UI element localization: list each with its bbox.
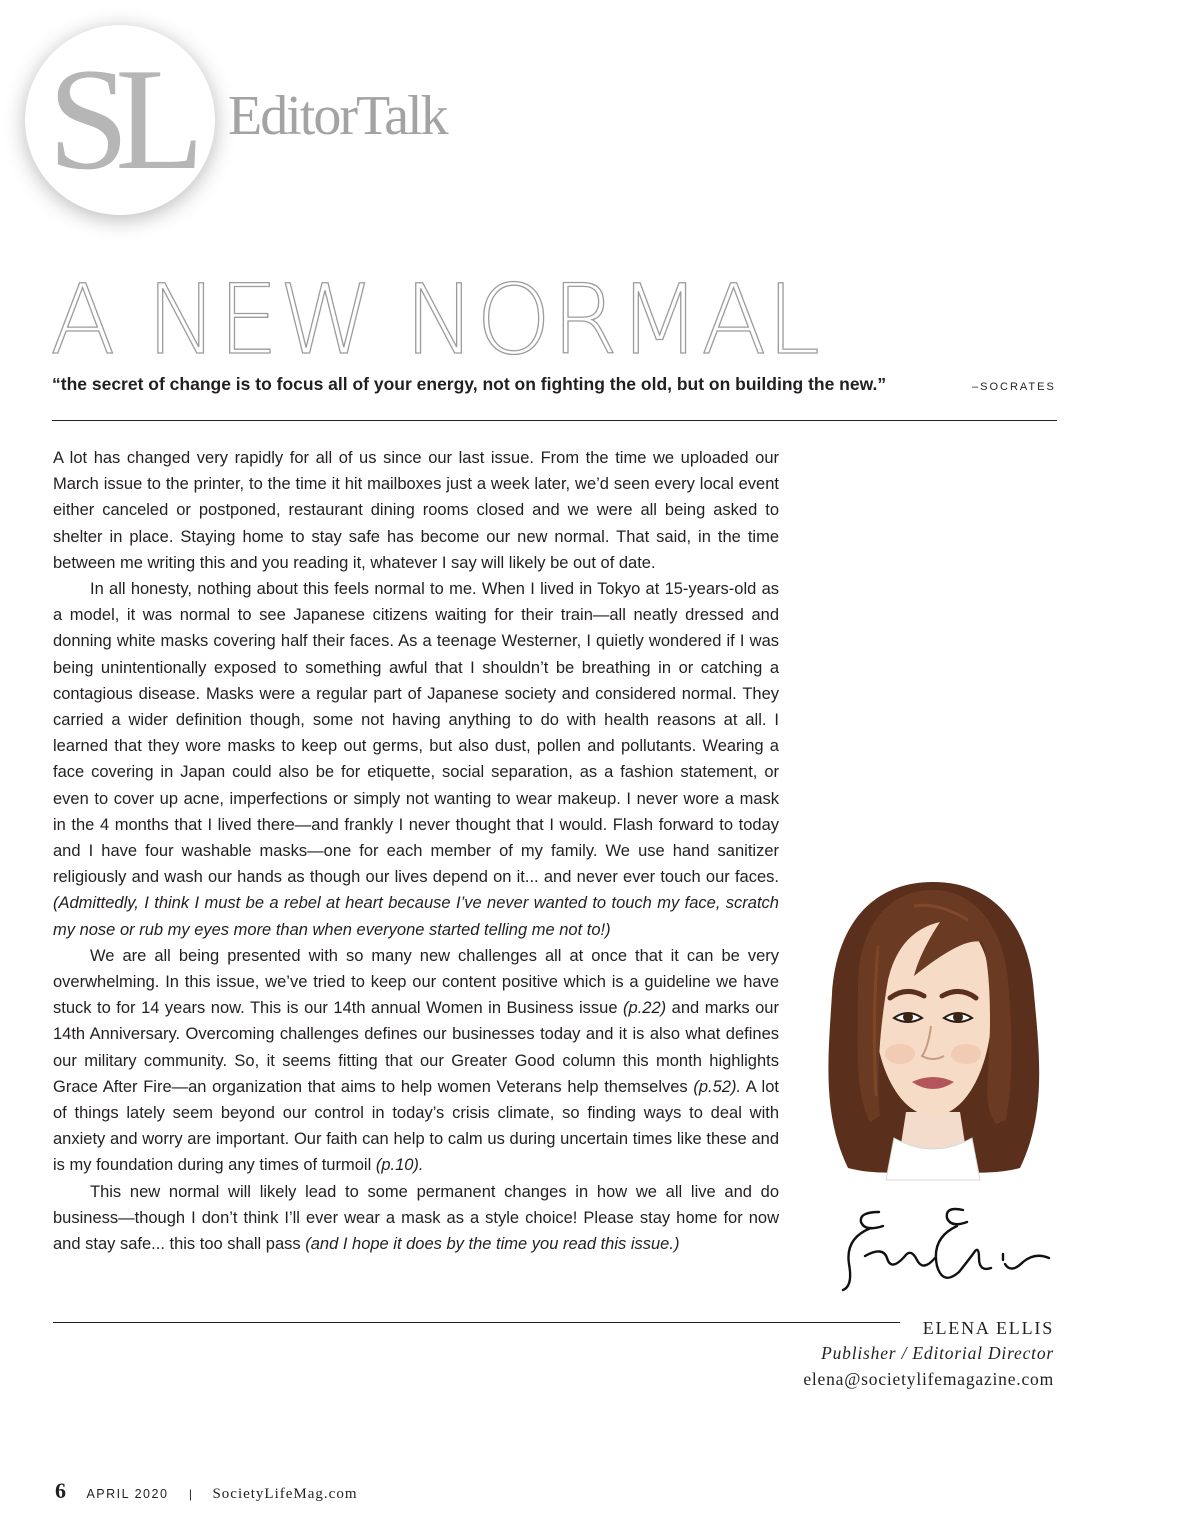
italic-aside: (Admittedly, I think I must be a rebel at heart because I’ve never wanted to touch my face, scratch my nose or rub my eyes more than when everyone started telling me not to!): [53, 894, 779, 939]
page-number: 6: [55, 1478, 66, 1503]
page-reference: (p.10).: [375, 1156, 424, 1175]
editor-portrait: [818, 876, 1048, 1186]
author-title: Publisher / Editorial Director: [821, 1343, 1054, 1363]
handwritten-signature: [835, 1198, 1060, 1298]
paragraph: [53, 576, 779, 943]
footer-separator: |: [188, 1487, 192, 1501]
divider: [53, 1322, 900, 1323]
logo-monogram: SL: [48, 38, 191, 200]
paragraph-text: In all honesty, nothing about this feels normal to me. When I lived in Tokyo at 15-years-old as a model, it was normal to see Japanese citizens waiting for their train—all neatly dressed and donning white masks covering half their faces. As a teenage Westerner, I quietly wondered if I was being unintentionally exposed to something awful that I shouldn’t be breathing in or catching a contagious disease. Masks were a regular part of Japanese society and considered normal. They carried a wider definition though, some not having anything to do with health reasons at all. I learned that they wore masks to keep out germs, but also dust, pollen and pollutants. Wearing a face covering in Japan could also be for etiquette, social separation, as a fashion statement, or even to cover up acne, imperfections or simply not wanting to wear makeup. I never wore a mask in the 4 months that I lived there—and frankly I never thought that I would. Flash forward to today and I have four washable masks—one for each member of my family. We use hand sanitizer religiously and wash our hands as though our lives depend on it... and never ever touch our faces.: [53, 580, 779, 887]
quote-author: –SOCRATES: [972, 381, 1056, 393]
footer-website: SocietyLifeMag.com: [212, 1486, 358, 1502]
paragraph: [53, 943, 779, 1179]
page-reference: (p.52).: [693, 1077, 742, 1096]
section-title: EditorTalk: [228, 85, 447, 147]
paragraph-text: A lot has changed very rapidly for all of us since our last issue. From the time we uploaded our March issue to the printer, to the time it hit mailboxes just a week later, we’d seen every local event either canceled or postponed, restaurant dining rooms closed and we were all being asked to shelter in place. Staying home to stay safe has become our new normal. That said, in the time between me writing this and you reading it, whatever I say will likely be out of date.: [53, 449, 779, 572]
pull-quote: “the secret of change is to focus all of your energy, not on fighting the old, but on building the new.”: [52, 374, 887, 394]
page-reference: (p.22): [623, 999, 667, 1018]
paragraph-text: and marks our 14th Anniversary. Overcoming challenges defines our businesses today and it is also what defines our military community. So, it seems fitting that our Greater Good column this month highlights Grace After Fire—an organization that aims to help women Veterans help themselves: [53, 999, 779, 1096]
paragraph: [53, 445, 779, 576]
issue-date: APRIL 2020: [86, 1487, 169, 1501]
paragraph: [53, 1179, 779, 1258]
author-name: ELENA ELLIS: [922, 1318, 1054, 1338]
page-footer: [55, 1478, 357, 1504]
divider: [52, 420, 1057, 421]
page-title: A NEW NORMAL: [50, 264, 821, 376]
paragraph-text: A lot of things lately seem beyond our control in today’s crisis climate, so finding ways to deal with anxiety and worry are important. Our faith can help to calm us during uncertain times like these and is my foundation during any times of turmoil: [53, 1077, 779, 1175]
author-email: elena@societylifemagazine.com: [803, 1369, 1054, 1389]
paragraph-text: We are all being presented with so many new challenges all at once that it can be very overwhelming. In this issue, we’ve tried to keep our content positive which is a guideline we have stuck to for 14 years now. This is our 14th annual Women in Business issue: [53, 946, 779, 1018]
paragraph-text: This new normal will likely lead to some permanent changes in how we all live and do business—though I don’t think I’ll ever wear a mask as a style choice! Please stay home for now and stay safe... this too shall pass: [53, 1182, 779, 1254]
article-body: [53, 445, 779, 1257]
italic-aside: (and I hope it does by the time you read this issue.): [305, 1235, 680, 1254]
